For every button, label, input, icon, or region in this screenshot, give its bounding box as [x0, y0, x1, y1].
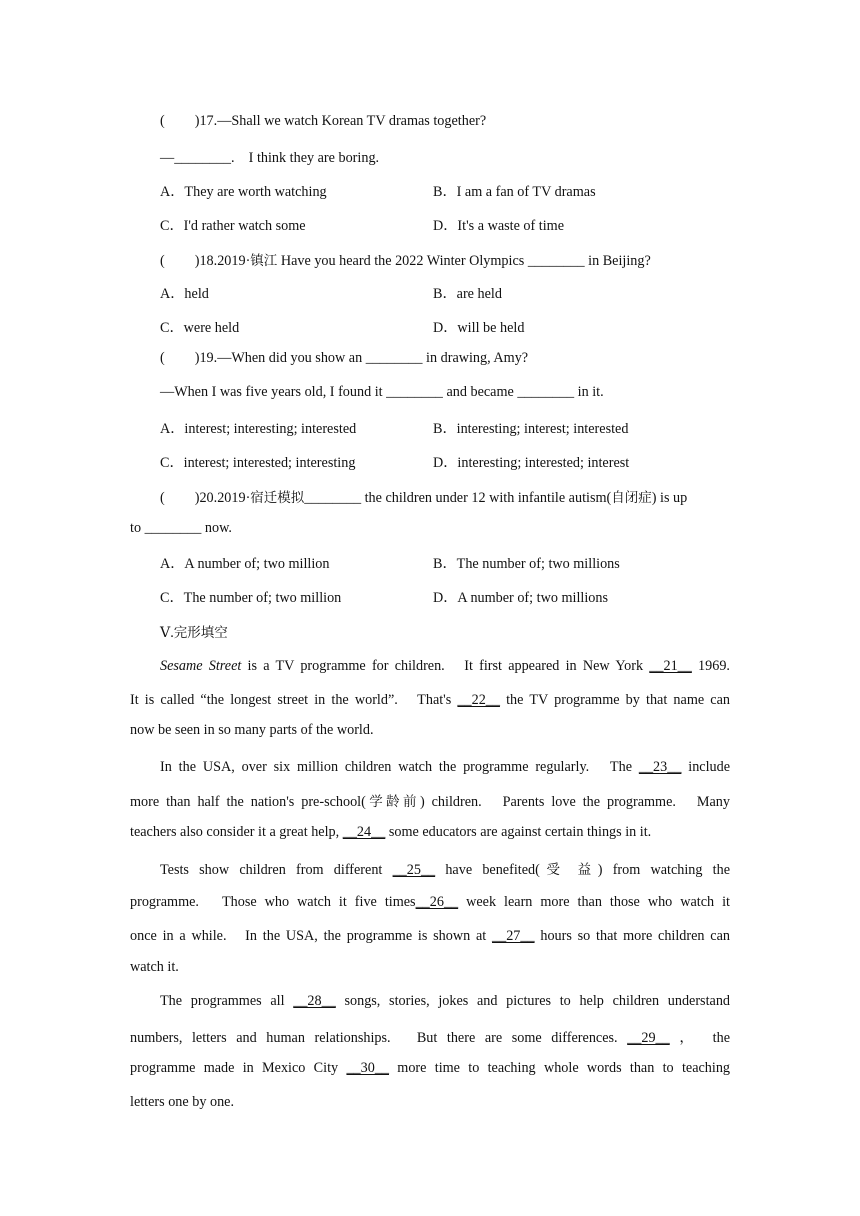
option-c: C．interest; interested; interesting [160, 455, 356, 471]
cloze-p3-line2: programme. Those who watch it five times__26__ week learn more than those who watch it [130, 894, 730, 910]
cloze-p4-line4: letters one by one. [130, 1094, 235, 1110]
cloze-p1-line1: Sesame Street is a TV programme for children. It first appeared in New York __21__ 1969. [160, 658, 730, 674]
option-d: D．A number of; two millions [433, 590, 608, 606]
cloze-p4-line2: numbers, letters and human relationships. But there are some differences. __29__ ， the [130, 1030, 731, 1046]
question-19-reply: —When I was five years old, I found it ________ and became ________ in it. [160, 384, 604, 400]
cloze-p3-line1: Tests show children from different __25__ have benefited(受 益) from watching the [160, 862, 731, 878]
blank-26: __26__ [415, 894, 459, 910]
cloze-p2-line2: more than half the nation's pre-school(学龄前) children. Parents love the programme. Many [130, 794, 730, 810]
option-d: D．will be held [433, 320, 525, 336]
blank-28: __28__ [293, 993, 336, 1009]
option-b: B．The number of; two millions [433, 556, 620, 572]
blank-25: __25__ [392, 862, 436, 878]
blank-21: __21__ [649, 658, 692, 674]
blank-27: __27__ [492, 928, 535, 944]
cloze-p3-line3: once in a while. In the USA, the programme is shown at __27__ hours so that more children can [130, 928, 730, 944]
option-c: C．I'd rather watch some [160, 218, 306, 234]
option-a: A．They are worth watching [160, 184, 327, 200]
cloze-p4-line3: programme made in Mexico City __30__ more time to teaching whole words than to teaching [130, 1060, 731, 1076]
cloze-p2-line3: teachers also consider it a great help, __24__ some educators are against certain things in it. [130, 824, 652, 840]
option-a: A．interest; interesting; interested [160, 421, 357, 437]
question-17-stem: ( )17.—Shall we watch Korean TV dramas together? [160, 113, 487, 129]
question-18-stem: ( )18.2019·镇江 Have you heard the 2022 Winter Olympics ________ in Beijing? [160, 253, 651, 269]
section-heading: Ⅴ.完形填空 [160, 625, 228, 641]
blank-30: __30__ [346, 1060, 389, 1076]
cloze-p4-line1: The programmes all __28__ songs, stories, jokes and pictures to help children understand [160, 993, 731, 1009]
option-b: B．interesting; interest; interested [433, 421, 629, 437]
question-20-stem: ( )20.2019·宿迁模拟________ the children under 12 with infantile autism(自闭症) is up [160, 490, 688, 506]
cloze-p1-line3: now be seen in so many parts of the world. [130, 722, 374, 738]
cloze-p1-line2: It is called “the longest street in the world”. That's __22__ the TV programme by that name can [130, 692, 730, 708]
blank-23: __23__ [638, 759, 682, 775]
question-20-continuation: to ________ now. [130, 520, 232, 536]
option-a: A．held [160, 286, 209, 302]
option-c: C．were held [160, 320, 240, 336]
cloze-p3-line4: watch it. [130, 959, 179, 975]
question-19-stem: ( )19.—When did you show an ________ in drawing, Amy? [160, 350, 529, 366]
option-d: D．It's a waste of time [433, 218, 564, 234]
option-d: D．interesting; interested; interest [433, 455, 630, 471]
blank-24: __24__ [342, 824, 386, 840]
option-a: A．A number of; two million [160, 556, 330, 572]
option-b: B．are held [433, 286, 502, 302]
blank-22: __22__ [457, 692, 500, 708]
option-b: B．I am a fan of TV dramas [433, 184, 596, 200]
option-c: C．The number of; two million [160, 590, 342, 606]
question-17-reply: —________. I think they are boring. [160, 150, 380, 166]
blank-29: __29__ [627, 1030, 670, 1046]
cloze-p2-line1: In the USA, over six million children watch the programme regularly. The __23__ include [160, 759, 731, 775]
